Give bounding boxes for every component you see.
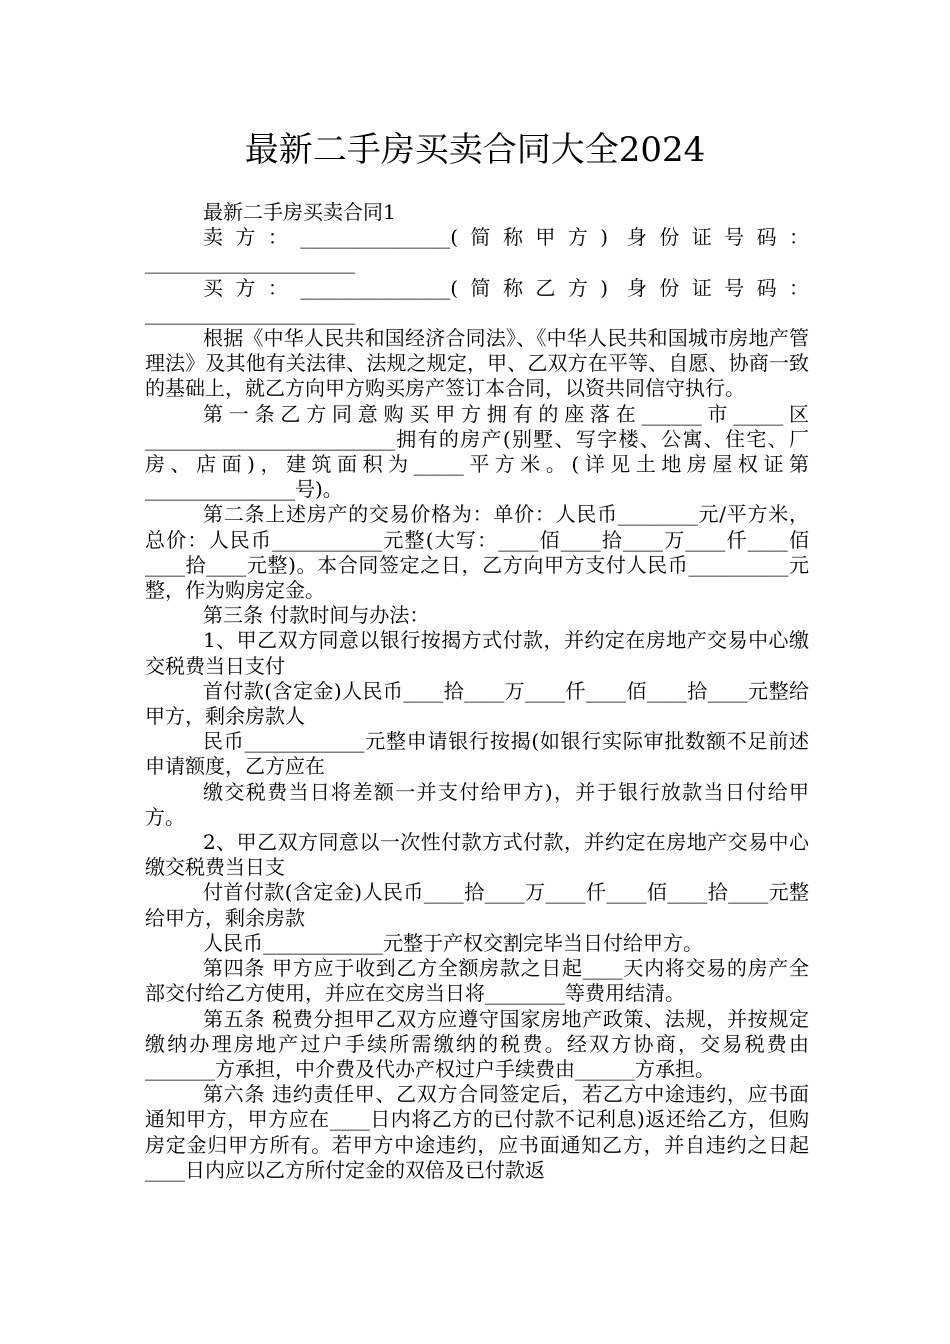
article-6-paragraph: 第六条 违约责任甲、乙双方合同签定后，若乙方中途违约，应书面通知甲方，甲方应在____日内将乙方的已付款不记利息)返还给乙方，但购房定金归甲方所有。若甲方中途违约，应书面通知乙方，并自违约之日起____日内应以乙方所付定金的双倍及已付款返 — [145, 1082, 809, 1182]
article-3-item-1: 1、甲乙双方同意以银行按揭方式付款，并约定在房地产交易中心缴交税费当日支付 — [145, 628, 809, 678]
article-3-item-2-line-2: 付首付款(含定金)人民币____拾____万____仟____佰____拾____元整给甲方，剩余房款 — [145, 880, 809, 930]
contract-heading: 最新二手房买卖合同1 — [203, 200, 396, 224]
document-title: 最新二手房买卖合同大全2024 — [244, 130, 706, 170]
article-3-heading: 第三条 付款时间与办法： — [203, 603, 430, 628]
article-4-paragraph: 第四条 甲方应于收到乙方全额房款之日起____天内将交易的房产全部交付给乙方使用，并应在交房当日将________等费用结清。 — [145, 956, 809, 1006]
article-3-item-1-line-2: 首付款(含定金)人民币____拾____万____仟____佰____拾____元整给甲方，剩余房款人 — [145, 678, 809, 729]
article-5-paragraph: 第五条 税费分担甲乙双方应遵守国家房地产政策、法规，并按规定缴纳办理房地产过户手续所需缴纳的税费。经双方协商，交易税费由_______方承担，中介费及代办产权过户手续费由______方承担。 — [145, 1006, 809, 1081]
article-2-paragraph: 第二条上述房产的交易价格为：单价：人民币________元/平方米，总价：人民币___________元整(大写：____佰____拾____万____仟____佰____拾____元整)。本合同签定之日，乙方向甲方支付人民币__________元整，作为购房定金。 — [145, 502, 809, 603]
article-3-item-1-line-4: 缴交税费当日将差额一并支付给甲方)，并于银行放款当日付给甲方。 — [145, 779, 809, 829]
buyer-line: 买方：_______________(简称乙方) 身份证号码：_____________________ — [145, 275, 809, 325]
article-3-item-2-line-3: 人民币____________元整于产权交割完毕当日付给甲方。 — [203, 930, 703, 955]
article-1-paragraph: 第一条乙方同意购买甲方拥有的座落在______市_____区_________________________拥有的房产(别墅、写字楼、公寓、住宅、厂房、店面)，建筑面积为_____平方米。(详见土地房屋权证第_______________号)。 — [145, 401, 809, 502]
seller-line: 卖方：_______________(简称甲方) 身份证号码：_____________________ — [145, 225, 809, 275]
document-body — [145, 200, 809, 1183]
article-3-item-2: 2、甲乙双方同意以一次性付款方式付款，并约定在房地产交易中心缴交税费当日支 — [145, 830, 809, 880]
preamble-paragraph: 根据《中华人民共和国经济合同法》、《中华人民共和国城市房地产管理法》及其他有关法律、法规之规定，甲、乙双方在平等、自愿、协商一致的基础上，就乙方向甲方购买房产签订本合同，以资共同信守执行。 — [145, 326, 809, 401]
article-3-item-1-line-3: 民币____________元整申请银行按揭(如银行实际审批数额不足前述申请额度，乙方应在 — [145, 729, 809, 779]
